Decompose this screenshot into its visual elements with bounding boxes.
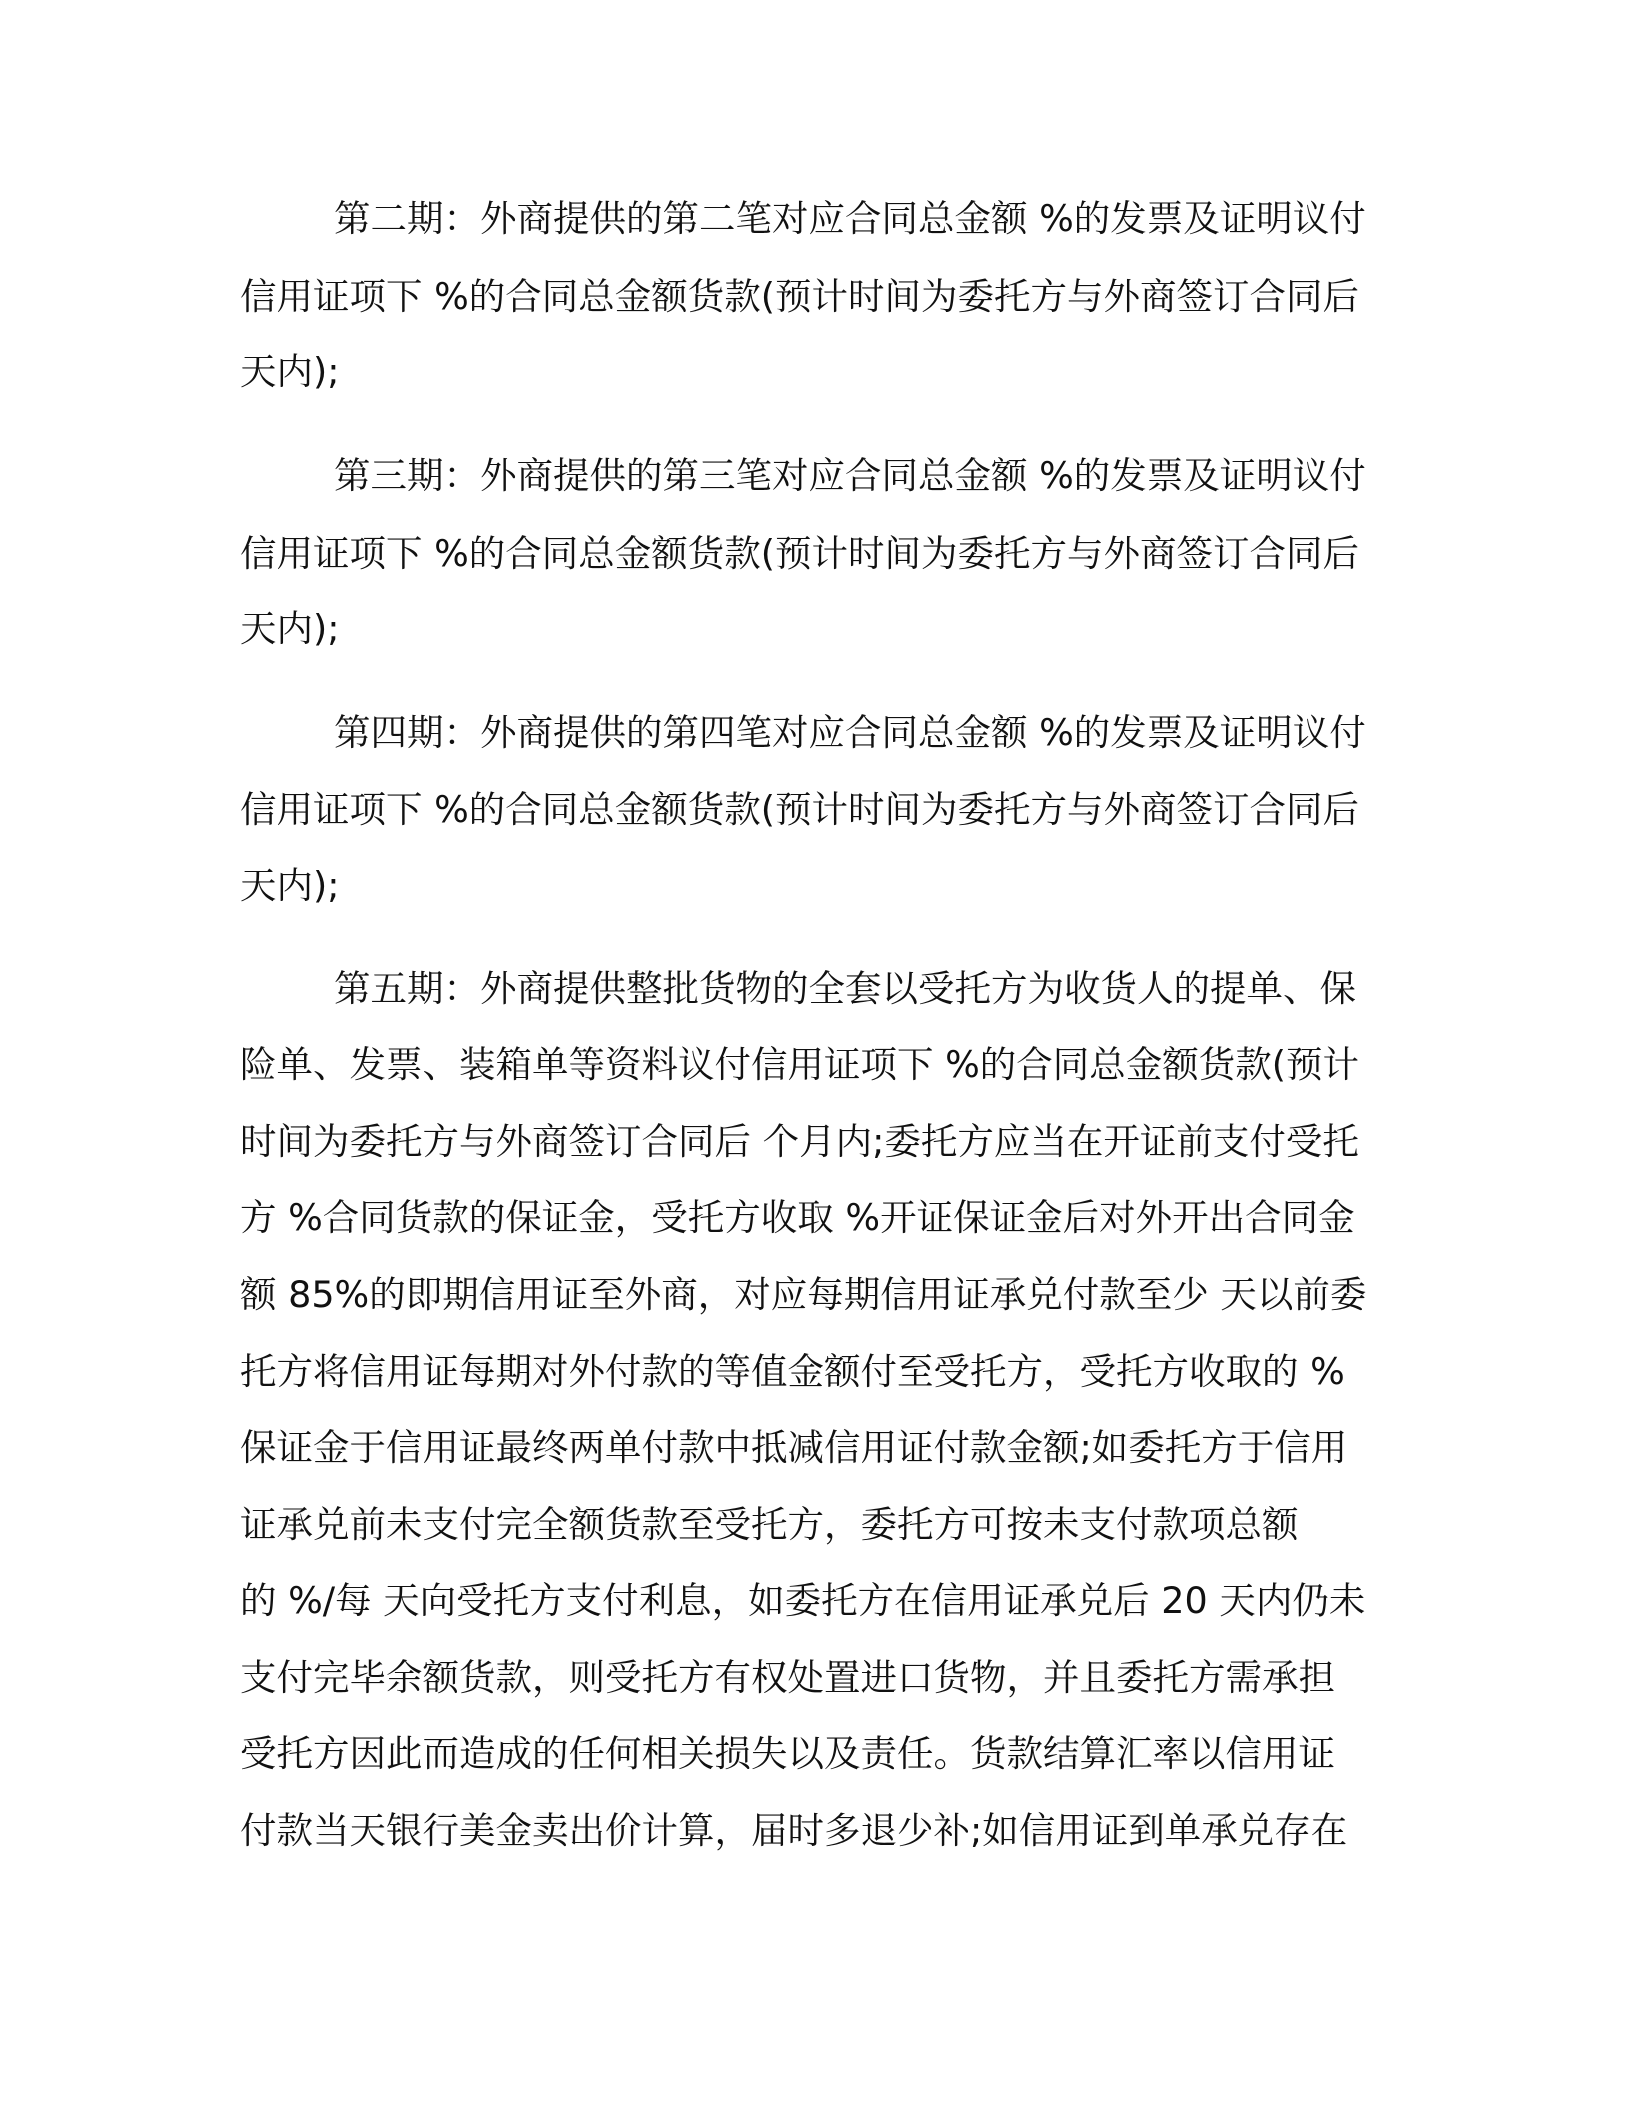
text-line: 方 %合同货款的保证金，受托方收取 %开证保证金后对外开出合同金 [240,1196,1355,1239]
text-line: 支付完毕余额货款，则受托方有权处置进口货物，并且委托方需承担 [240,1656,1335,1699]
text-line: 保证金于信用证最终两单付款中抵减信用证付款金额;如委托方于信用 [240,1426,1348,1469]
text-line: 第二期：外商提供的第二笔对应合同总金额 %的发票及证明议付 [334,197,1366,240]
text-line: 额 85%的即期信用证至外商，对应每期信用证承兑付款至少 天以前委 [240,1273,1367,1316]
text-line: 天内); [240,607,340,650]
text-line: 第四期：外商提供的第四笔对应合同总金额 %的发票及证明议付 [334,711,1366,754]
text-line: 信用证项下 %的合同总金额货款(预计时间为委托方与外商签订合同后 [240,275,1360,318]
text-line: 信用证项下 %的合同总金额货款(预计时间为委托方与外商签订合同后 [240,532,1360,575]
text-line: 证承兑前未支付完全额货款至受托方，委托方可按未支付款项总额 [240,1503,1299,1546]
text-line: 时间为委托方与外商签订合同后 个月内;委托方应当在开证前支付受托 [240,1120,1359,1163]
text-line: 第五期：外商提供整批货物的全套以受托方为收货人的提单、保 [334,967,1356,1010]
text-line: 第三期：外商提供的第三笔对应合同总金额 %的发票及证明议付 [334,454,1366,497]
text-line: 受托方因此而造成的任何相关损失以及责任。货款结算汇率以信用证 [240,1732,1335,1775]
text-line: 信用证项下 %的合同总金额货款(预计时间为委托方与外商签订合同后 [240,788,1360,831]
text-line: 付款当天银行美金卖出价计算，届时多退少补;如信用证到单承兑存在 [240,1809,1348,1852]
text-line: 天内); [240,350,340,393]
text-line: 托方将信用证每期对外付款的等值金额付至受托方，受托方收取的 % [240,1350,1345,1393]
text-line: 险单、发票、装箱单等资料议付信用证项下 %的合同总金额货款(预计 [240,1043,1360,1086]
text-line: 的 %/每 天向受托方支付利息，如委托方在信用证承兑后 20 天内仍未 [240,1579,1366,1622]
text-line: 天内); [240,864,340,907]
